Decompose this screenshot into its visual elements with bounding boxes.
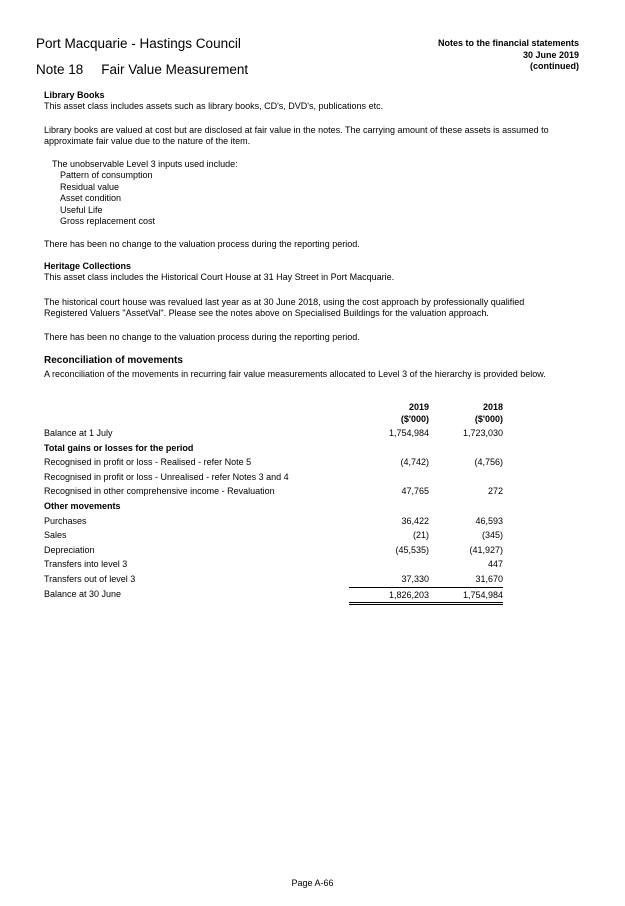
value-2018: 46,593 xyxy=(475,515,503,526)
heritage-heading: Heritage Collections xyxy=(44,261,132,271)
input-item: Gross replacement cost xyxy=(60,216,156,226)
page-number: Page A-66 xyxy=(291,878,334,888)
table-row xyxy=(44,426,506,441)
council-name: Port Macquarie - Hastings Council xyxy=(36,36,241,51)
value-2019: 47,765 xyxy=(401,486,429,497)
library-no-change: There has been no change to the valuation process during the reporting period. xyxy=(44,239,360,249)
table-row xyxy=(44,441,506,456)
heritage-description: This asset class includes the Historical Court House at 31 Hay Street in Port Macquarie. xyxy=(44,272,395,282)
value-2019: (21) xyxy=(412,530,429,541)
row-label: Transfers out of level 3 xyxy=(44,573,136,584)
input-item: Residual value xyxy=(60,182,120,192)
value-2018: (345) xyxy=(481,530,503,541)
table-row xyxy=(44,557,506,572)
continued-label: (continued) xyxy=(530,61,579,71)
table-header-row xyxy=(44,402,506,426)
heritage-revaluation-line2: Registered Valuers "AssetVal". Please see the notes above on Specialised Buildings for the valuation approach. xyxy=(44,308,489,318)
table-row xyxy=(44,543,506,558)
input-item: Pattern of consumption xyxy=(60,170,153,180)
reconciliation-intro: A reconciliation of the movements in recurring fair value measurements allocated to Level 3 of the hierarchy is provided below. xyxy=(44,369,546,379)
header-right-block xyxy=(438,38,579,73)
row-label: Recognised in profit or loss - Unrealised - refer Notes 3 and 4 xyxy=(44,471,289,482)
table-row xyxy=(44,455,506,470)
table-row xyxy=(44,499,506,514)
note-number: Note 18 xyxy=(36,62,84,77)
column-header-2019 xyxy=(349,402,429,425)
table-row xyxy=(44,528,506,543)
row-label: Balance at 30 June xyxy=(44,588,122,599)
input-item: Asset condition xyxy=(60,193,122,203)
value-2019: (4,742) xyxy=(400,457,429,468)
value-2018: (4,756) xyxy=(474,457,503,468)
library-heading: Library Books xyxy=(44,90,105,100)
table-row xyxy=(44,514,506,529)
row-label: Transfers into level 3 xyxy=(44,559,128,570)
value-2018: 447 xyxy=(487,559,503,570)
row-label: Balance at 1 July xyxy=(44,428,113,438)
reconciliation-heading: Reconciliation of movements xyxy=(44,355,183,366)
value-2018: (41,927) xyxy=(469,544,503,555)
row-label: Recognised in other comprehensive income - Revaluation xyxy=(44,486,275,497)
input-item: Useful Life xyxy=(60,205,103,215)
period-date: 30 June 2019 xyxy=(522,49,579,60)
row-group-label: Total gains or losses for the period xyxy=(44,442,194,453)
heritage-revaluation-line1: The historical court house was revalued last year as at 30 June 2018, using the cost approach by professionally qualified xyxy=(44,297,525,307)
library-description: This asset class includes assets such as library books, CD's, DVD's, publications etc. xyxy=(44,101,384,111)
notes-label: Notes to the financial statements xyxy=(437,38,579,48)
column-header-2018 xyxy=(429,402,503,425)
value-2019: 1,754,984 xyxy=(388,428,429,438)
table-row-total xyxy=(44,587,506,602)
table-row xyxy=(44,572,506,587)
row-label: Purchases xyxy=(44,515,87,526)
row-label: Sales xyxy=(44,530,67,541)
table-row xyxy=(44,484,506,499)
note-heading xyxy=(36,62,248,77)
unit-2018: ($'000) xyxy=(474,413,503,424)
value-2018: 31,670 xyxy=(475,573,503,584)
value-2018: 1,723,030 xyxy=(462,428,503,438)
row-group-label: Other movements xyxy=(44,500,121,511)
total-2019: 1,826,203 xyxy=(349,587,429,606)
note-title: Fair Value Measurement xyxy=(101,62,249,77)
table-row xyxy=(44,470,506,485)
value-2019: (45,535) xyxy=(395,544,429,555)
unit-2019: ($'000) xyxy=(400,413,429,424)
value-2018: 272 xyxy=(487,486,503,497)
row-label: Depreciation xyxy=(44,544,95,555)
year-2018: 2018 xyxy=(482,402,503,412)
library-valuation-line1: Library books are valued at cost but are disclosed at fair value in the notes. The carrying amount of these assets is assumed to xyxy=(44,125,549,135)
heritage-no-change: There has been no change to the valuation process during the reporting period. xyxy=(44,332,360,342)
row-label: Recognised in profit or loss - Realised - refer Note 5 xyxy=(44,457,252,468)
year-2019: 2019 xyxy=(408,402,429,412)
value-2019: 36,422 xyxy=(401,515,429,526)
reconciliation-table xyxy=(44,402,506,601)
library-valuation-line2: approximate fair value due to the nature of the item. xyxy=(44,136,251,146)
total-2018: 1,754,984 xyxy=(429,587,503,606)
value-2019: 37,330 xyxy=(401,573,429,584)
inputs-intro: The unobservable Level 3 inputs used include: xyxy=(52,159,238,169)
